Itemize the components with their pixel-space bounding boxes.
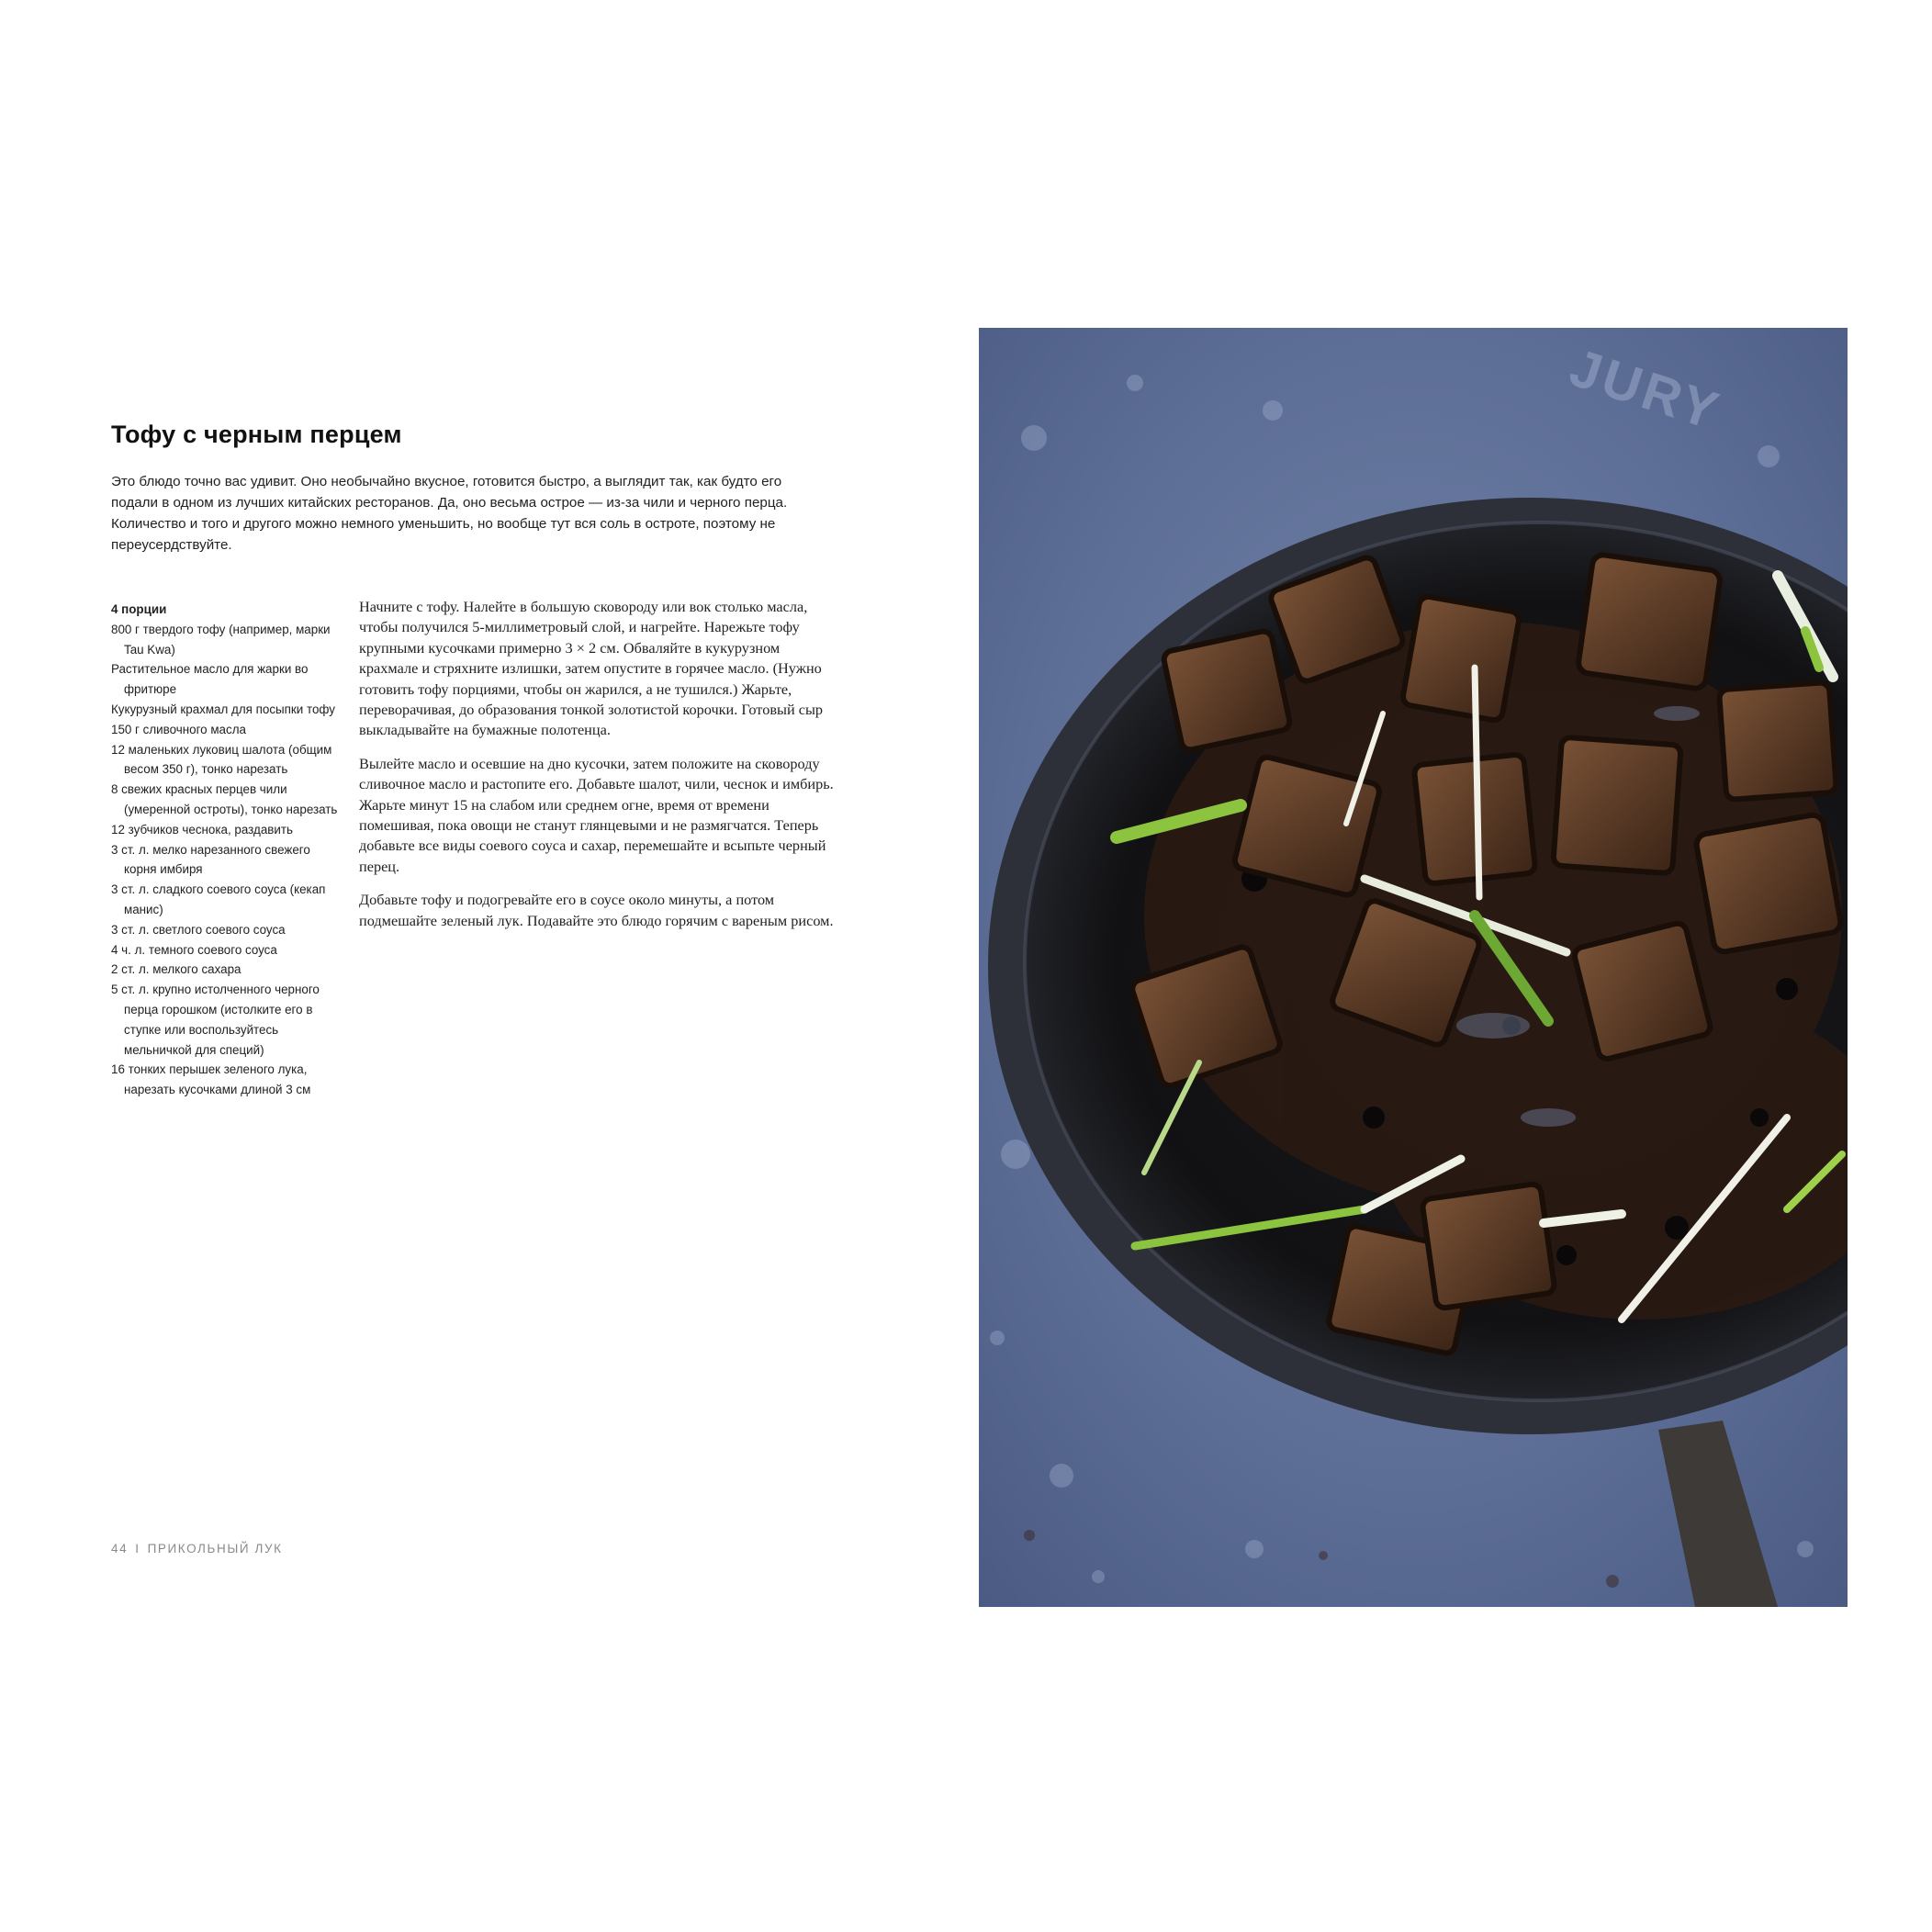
ingredient-item: 2 ст. л. мелкого сахара	[111, 962, 242, 977]
ingredient-item: 800 г твердого тофу (например, марки Tau Kwa)	[111, 622, 331, 657]
recipe-intro: Это блюдо точно вас удивит. Оно необычайно вкусное, готовится быстро, а выглядит так, как будто его подали в одном из лучших китайских ресторанов. Да, оно весьма острое — из-за чили и черного перца. Количество и того и другого можно немного уменьшить, но вообще тут вся соль в остроте, поэтому не переусердствуйте.	[111, 474, 788, 553]
ingredient-item: 12 зубчиков чеснока, раздавить	[111, 822, 293, 837]
method-text	[359, 597, 837, 944]
method-paragraph: Добавьте тофу и подогревайте его в соусе около минуты, а потом подмешайте зеленый лук. Подавайте это блюдо горячим с вареным рисом.	[359, 891, 834, 929]
ingredient-item: 5 ст. л. крупно истолченного черного перца горошком (истолките его в ступке или воспользуйтесь мельничкой для специй)	[111, 983, 320, 1057]
ingredient-item: 150 г сливочного масла	[111, 722, 246, 736]
page-footer	[111, 1542, 283, 1556]
section-name: ПРИКОЛЬНЫЙ ЛУК	[147, 1542, 283, 1556]
ingredient-item: 3 ст. л. мелко нарезанного свежего корня имбиря	[111, 842, 310, 877]
footer-separator: I	[135, 1542, 140, 1556]
ingredient-item: 12 маленьких луковиц шалота (общим весом 350 г), тонко нарезать	[111, 742, 332, 777]
servings-label: 4 порции	[111, 602, 167, 616]
ingredient-item: 3 ст. л. сладкого соевого соуса (кекап манис)	[111, 882, 326, 916]
ingredient-item: 16 тонких перышек зеленого лука, нарезать кусочками длиной 3 см	[111, 1062, 311, 1097]
ingredient-item: 4 ч. л. темного соевого соуса	[111, 942, 277, 957]
ingredients-list	[111, 600, 339, 1100]
tofu-pan-illustration	[979, 328, 1848, 1607]
ingredient-item: 8 свежих красных перцев чили (умеренной остроты), тонко нарезать	[111, 782, 338, 816]
ingredient-item: Кукурузный крахмал для посыпки тофу	[111, 702, 335, 716]
recipe-photo	[979, 328, 1848, 1607]
ingredient-item: 3 ст. л. светлого соевого соуса	[111, 922, 286, 937]
page-number: 44	[111, 1542, 129, 1556]
method-paragraph: Начните с тофу. Налейте в большую сковороду или вок столько масла, чтобы получился 5-миллиметровый слой, и нагрейте. Нарежьте тофу крупными кусочками примерно 3 × 2 см. Обваляйте в кукурузном крахмале и стряхните излишки, затем опустите в горячее масло. (Нужно готовить тофу порциями, чтобы он жарился, а не тушился.) Жарьте, переворачивая, до образования тонкой золотистой корочки. Готовый сыр выкладывайте на бумажные полотенца.	[359, 598, 824, 739]
recipe-title: Тофу с черным перцем	[111, 421, 402, 448]
ingredient-item: Растительное масло для жарки во фритюре	[111, 662, 309, 697]
surface-lettering: JURY	[1562, 337, 1729, 443]
method-paragraph: Вылейте масло и осевшие на дно кусочки, затем положите на сковороду сливочное масло и растопите его. Добавьте шалот, чили, чеснок и имбирь. Жарьте минут 15 на слабом или среднем огне, время от времени помешивая, пока овощи не станут глянцевыми и не размягчатся. Теперь добавьте все виды соевого соуса и сахар, перемешайте и всыпьте черный перец.	[359, 754, 834, 875]
